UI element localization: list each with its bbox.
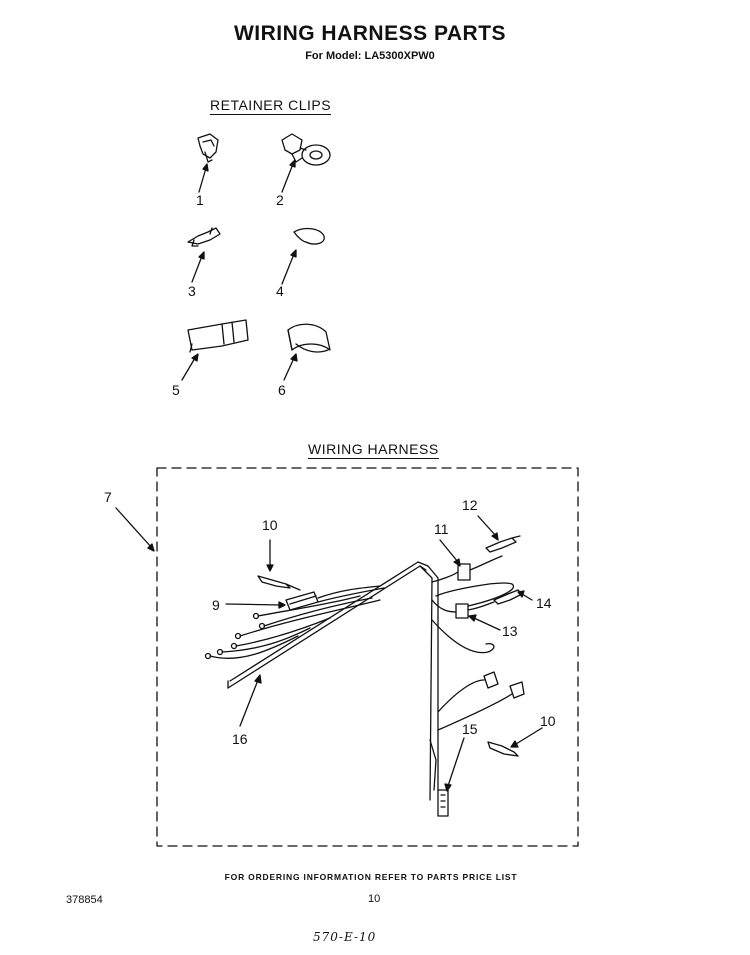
part-12-terminal: [486, 536, 520, 552]
callout-13: 13: [502, 623, 518, 639]
leader-arrow-7: [116, 508, 152, 548]
callout-7: 7: [104, 489, 112, 505]
retainer-clip-6: [288, 324, 330, 352]
leader-arrow-15: [448, 738, 464, 786]
callout-16: 16: [232, 731, 248, 747]
model-line: For Model: LA5300XPW0: [305, 50, 435, 62]
retainer-clip-3: [188, 228, 220, 246]
leader-arrow-14: [522, 594, 532, 600]
leader-arrow-9: [226, 604, 280, 605]
callout-10-top: 10: [262, 517, 278, 533]
part-15-connector: [438, 790, 448, 816]
retainer-clip-5: [188, 320, 248, 352]
callout-14: 14: [536, 595, 552, 611]
page-number: 10: [368, 893, 381, 905]
harness-frame: [157, 468, 578, 846]
leader-arrow-13: [474, 618, 500, 630]
callout-6: 6: [278, 382, 286, 398]
leader-arrow-1: [199, 168, 206, 192]
callout-9: 9: [212, 597, 220, 613]
leader-arrow-3: [192, 256, 202, 282]
leader-arrow-5: [182, 358, 195, 380]
callout-1: 1: [196, 192, 204, 208]
retainer-clip-4: [294, 229, 324, 244]
retainer-clip-2: [282, 134, 330, 165]
callout-3: 3: [188, 283, 196, 299]
leader-arrow-6: [284, 358, 294, 380]
leader-arrow-12: [478, 516, 496, 536]
ordering-note: FOR ORDERING INFORMATION REFER TO PARTS PRICE LIST: [224, 872, 518, 882]
leader-arrow-4: [282, 254, 294, 284]
callout-15: 15: [462, 721, 478, 737]
callout-2: 2: [276, 192, 284, 208]
part-11-connector: [432, 556, 502, 582]
wiring-harness-label: WIRING HARNESS: [308, 441, 439, 457]
retainer-clip-1: [198, 134, 218, 162]
callout-5: 5: [172, 382, 180, 398]
page-title: WIRING HARNESS PARTS: [233, 22, 507, 45]
callout-11: 11: [434, 521, 449, 537]
part-10-terminal-top: [258, 576, 300, 590]
callout-12: 12: [462, 497, 478, 513]
callout-10-right: 10: [540, 713, 556, 729]
part-9-block: [286, 592, 318, 610]
leader-arrow-10-right: [516, 728, 542, 744]
retainer-clips-label: RETAINER CLIPS: [210, 97, 332, 113]
leader-arrow-2: [282, 164, 293, 192]
leader-arrow-11: [440, 540, 458, 562]
part-14-terminal: [468, 590, 522, 610]
document-number: 378854: [66, 894, 103, 906]
lower-connectors: [438, 672, 524, 730]
callout-4: 4: [276, 283, 284, 299]
leader-arrow-16: [240, 680, 258, 726]
handwritten-note: 570-E-10: [313, 930, 377, 944]
